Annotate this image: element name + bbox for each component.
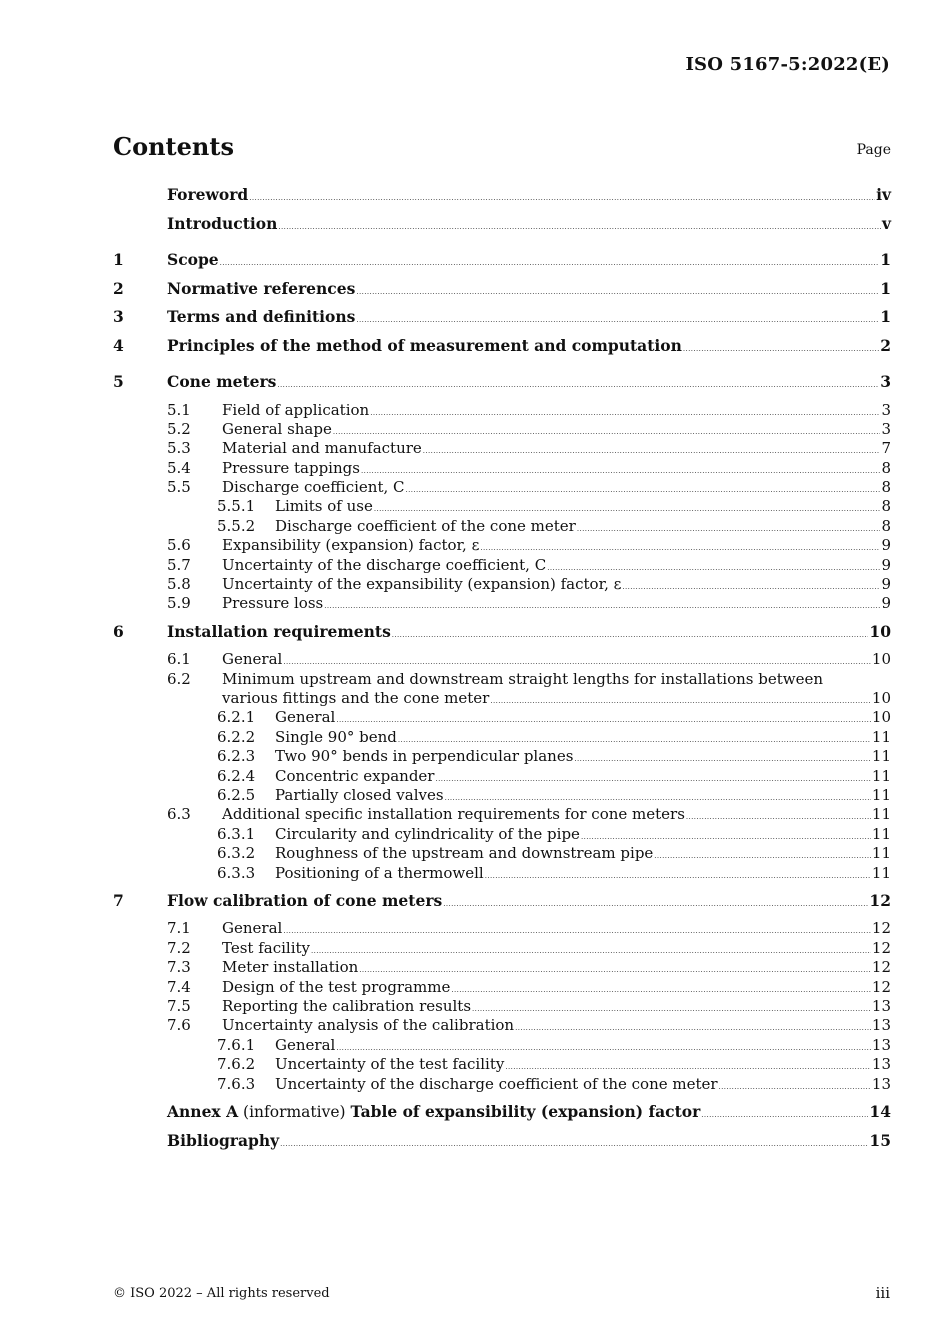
toc-entry-page: v <box>881 213 891 233</box>
toc-entry-number: 7.6.3 <box>217 1074 256 1093</box>
toc-entry-page: iv <box>876 185 891 204</box>
toc-entry-title: Expansibility (expansion) factor, ε <box>222 536 480 555</box>
toc-entry-title: General shape <box>222 419 332 438</box>
leader-dots <box>280 1140 868 1148</box>
toc-entry-page: 8 <box>881 458 891 477</box>
toc-entry-number: 6.1 <box>167 650 191 669</box>
toc-entry[interactable] <box>113 250 891 279</box>
toc-entry-title: Foreword <box>167 185 249 204</box>
leader-dots <box>359 966 871 974</box>
toc-entry-number: 5.8 <box>167 575 191 594</box>
leader-dots <box>361 467 881 475</box>
toc-entry-title: Limits of use <box>275 497 373 516</box>
toc-entry-title: Discharge coefficient, C <box>222 478 405 497</box>
toc-entry[interactable] <box>113 825 891 844</box>
toc-entry[interactable] <box>113 439 891 458</box>
toc-entry-number: 5 <box>113 372 124 391</box>
toc-entry-page: 12 <box>869 890 891 910</box>
toc-entry-page: 8 <box>881 478 891 497</box>
toc-entry-title: General <box>222 650 283 669</box>
toc-entry-page: 10 <box>871 689 891 708</box>
toc-entry-page: 11 <box>871 786 891 805</box>
toc-entry-title: Minimum upstream and downstream straight lengths for installations between <box>222 669 823 688</box>
toc-entry-title: Uncertainty of the discharge coefficient, C <box>222 555 547 574</box>
leader-dots <box>505 1063 871 1071</box>
toc-entry-number: 6.3 <box>167 805 191 824</box>
toc-entry-number: 5.2 <box>167 419 191 438</box>
toc-entry-page: 15 <box>869 1130 891 1150</box>
toc-entry-page: 2 <box>880 335 891 355</box>
toc-entry-page: 13 <box>871 1016 891 1035</box>
toc-entry-number: 6.2.4 <box>217 766 256 785</box>
toc-entry-page: 9 <box>881 575 891 594</box>
toc-entry[interactable] <box>113 556 891 575</box>
leader-dots <box>324 602 880 610</box>
toc-entry[interactable] <box>113 1131 891 1160</box>
toc-entry-title: Design of the test programme <box>222 977 451 996</box>
leader-dots <box>435 775 870 783</box>
toc-entry-page: 7 <box>881 439 891 458</box>
page-column-label: Page <box>856 142 891 158</box>
toc-entry-number: 6.2 <box>167 669 191 688</box>
toc-entry-continuation <box>113 689 891 708</box>
toc-entry-number: 6.3.2 <box>217 844 256 863</box>
toc-entry-number: 5.6 <box>167 536 191 555</box>
leader-dots <box>336 1044 871 1052</box>
toc-entry-page: 11 <box>871 766 891 785</box>
toc-entry-number: 5.7 <box>167 555 191 574</box>
toc-entry[interactable] <box>113 622 891 651</box>
toc-entry[interactable] <box>113 997 891 1016</box>
toc-entry[interactable] <box>113 497 891 516</box>
toc-entry-title: Terms and definitions <box>167 307 356 326</box>
toc-entry-title: Circularity and cylindricality of the pipe <box>275 824 580 843</box>
leader-dots <box>392 631 869 639</box>
toc-entry-number: 5.5.1 <box>217 497 256 516</box>
toc-entry[interactable] <box>113 459 891 478</box>
toc-entry[interactable] <box>113 307 891 336</box>
toc-entry[interactable] <box>113 536 891 555</box>
leader-dots <box>472 1005 871 1013</box>
leader-dots <box>451 986 871 994</box>
footer-copyright: © ISO 2022 – All rights reserved <box>113 1286 330 1301</box>
toc-entry-title: Uncertainty of the discharge coefficient of the cone meter <box>275 1074 718 1093</box>
toc-entry[interactable] <box>113 650 891 669</box>
toc-entry-page: 12 <box>871 958 891 977</box>
toc-entry-title: Uncertainty of the test facility <box>275 1055 505 1074</box>
leader-dots <box>577 525 881 533</box>
toc-entry[interactable] <box>113 214 891 243</box>
document-id: ISO 5167-5:2022(E) <box>685 54 890 75</box>
toc-entry-number: 5.4 <box>167 458 191 477</box>
toc-entry-page: 1 <box>880 250 891 269</box>
leader-dots <box>654 852 871 860</box>
leader-dots <box>398 736 871 744</box>
toc-entry[interactable] <box>113 185 891 214</box>
toc-entry-page: 10 <box>871 708 891 727</box>
toc-entry-title: Material and manufacture <box>222 439 422 458</box>
toc-entry[interactable] <box>113 517 891 536</box>
leader-dots <box>443 900 868 908</box>
leader-dots <box>480 544 880 552</box>
toc-entry-title: Scope <box>167 250 219 269</box>
leader-dots <box>490 697 871 705</box>
toc-entry-number: 5.5.2 <box>217 516 256 535</box>
toc-entry-title: Field of application <box>222 400 370 419</box>
leader-dots <box>370 409 880 417</box>
toc-entry-page: 13 <box>871 1074 891 1093</box>
toc-entry-title: Uncertainty analysis of the calibration <box>222 1016 515 1035</box>
toc-entry-number: 7.5 <box>167 997 191 1016</box>
toc-entry-title: Additional specific installation requirements for cone meters <box>222 805 685 824</box>
toc-entry-page: 12 <box>871 919 891 938</box>
toc-entry-title: General <box>275 708 336 727</box>
toc-entry-number: 6.2.2 <box>217 727 256 746</box>
toc-entry-number: 1 <box>113 250 124 269</box>
toc-entry-number: 7 <box>113 890 124 910</box>
toc-entry-page: 3 <box>881 400 891 419</box>
toc-entry-title: Principles of the method of measurement and computation <box>167 335 682 355</box>
leader-dots <box>485 872 871 880</box>
toc-entry[interactable] <box>113 279 891 308</box>
toc-entry-title: Introduction <box>167 213 278 233</box>
toc-entry-number: 7.6.1 <box>217 1035 256 1054</box>
leader-dots <box>356 316 879 324</box>
toc-entry-title: General <box>275 1035 336 1054</box>
leader-dots <box>356 288 879 296</box>
toc-entry-page: 13 <box>871 997 891 1016</box>
toc-entry[interactable] <box>113 1036 891 1055</box>
toc-entry-page: 9 <box>881 594 891 613</box>
toc-entry-title: Single 90° bend <box>275 727 397 746</box>
toc-entry-page: 11 <box>871 824 891 843</box>
toc-entry-number: 5.3 <box>167 439 191 458</box>
leader-dots <box>311 947 871 955</box>
leader-dots <box>333 428 881 436</box>
toc-entry-number: 3 <box>113 307 124 326</box>
toc-entry[interactable] <box>113 372 891 401</box>
toc-entry-title: Cone meters <box>167 372 277 391</box>
toc-entry[interactable] <box>113 1016 891 1035</box>
leader-dots <box>423 447 881 455</box>
toc-entry-page: 11 <box>871 844 891 863</box>
toc-entry-page: 12 <box>871 977 891 996</box>
toc-entry-number: 6.2.5 <box>217 786 256 805</box>
toc-entry-title: Installation requirements <box>167 621 391 641</box>
leader-dots <box>445 794 871 802</box>
toc-entry-number: 7.4 <box>167 977 191 996</box>
toc-entry-number: 5.1 <box>167 400 191 419</box>
toc-entry-number: 7.1 <box>167 919 191 938</box>
toc-entry-number: 4 <box>113 335 124 355</box>
leader-dots <box>283 658 871 666</box>
leader-dots <box>581 833 871 841</box>
toc-entry[interactable] <box>113 844 891 863</box>
toc-entry-number: 2 <box>113 278 124 298</box>
toc-entry-title: Flow calibration of cone meters <box>167 890 443 910</box>
leader-dots <box>278 223 881 231</box>
leader-dots <box>547 564 880 572</box>
toc-entry-page: 12 <box>871 938 891 957</box>
toc-entry-page: 14 <box>869 1102 891 1121</box>
page-title: Contents <box>113 132 234 161</box>
toc-entry[interactable] <box>113 978 891 997</box>
toc-entry[interactable] <box>113 1102 891 1131</box>
toc-entry[interactable] <box>113 747 891 766</box>
toc-entry-page: 1 <box>880 278 891 298</box>
leader-dots <box>719 1083 871 1091</box>
toc-entry-page: 11 <box>871 727 891 746</box>
leader-dots <box>220 259 880 267</box>
toc-entry-number: 7.2 <box>167 938 191 957</box>
toc-entry-title: Meter installation <box>222 958 359 977</box>
leader-dots <box>574 755 871 763</box>
toc-entry[interactable] <box>113 478 891 497</box>
toc-entry[interactable] <box>113 670 891 689</box>
leader-dots <box>374 505 881 513</box>
toc-entry-note: (informative) <box>238 1103 351 1121</box>
toc-entry-title: Pressure tappings <box>222 458 360 477</box>
toc-entry-number: 6.2.1 <box>217 708 256 727</box>
toc-entry[interactable] <box>113 891 891 920</box>
leader-dots <box>283 927 871 935</box>
toc-entry-page: 3 <box>881 419 891 438</box>
toc-entry-title: Positioning of a thermowell <box>275 863 484 882</box>
toc-entry-title-part: Annex A <box>167 1102 239 1121</box>
toc-entry-number: 7.6 <box>167 1016 191 1035</box>
toc-entry-page: 13 <box>871 1035 891 1054</box>
leader-dots <box>405 486 880 494</box>
table-of-contents <box>113 185 891 1159</box>
toc-entry[interactable] <box>113 336 891 365</box>
toc-entry-title-continued: various fittings and the cone meter <box>222 689 490 708</box>
footer-page-number: iii <box>875 1284 890 1302</box>
toc-entry-number: 5.5 <box>167 478 191 497</box>
toc-entry-page: 3 <box>880 372 891 391</box>
toc-entry-title: Normative references <box>167 278 356 298</box>
toc-entry-page: 11 <box>871 747 891 766</box>
toc-entry[interactable] <box>113 420 891 439</box>
toc-entry-page: 9 <box>881 555 891 574</box>
toc-entry-page: 1 <box>880 307 891 326</box>
toc-entry-title: Reporting the calibration results <box>222 997 472 1016</box>
leader-dots <box>249 194 875 202</box>
toc-entry[interactable] <box>113 401 891 420</box>
toc-entry-number: 7.3 <box>167 958 191 977</box>
toc-entry-title: Partially closed valves <box>275 786 444 805</box>
leader-dots <box>701 1111 868 1119</box>
leader-dots <box>515 1024 871 1032</box>
toc-entry-page: 9 <box>881 536 891 555</box>
toc-entry-title: General <box>222 919 283 938</box>
toc-entry-page: 13 <box>871 1055 891 1074</box>
toc-entry[interactable] <box>113 958 891 977</box>
toc-entry-page: 11 <box>871 805 891 824</box>
toc-entry-number: 5.9 <box>167 594 191 613</box>
leader-dots <box>683 345 879 353</box>
toc-entry-title: Bibliography <box>167 1130 280 1150</box>
toc-entry[interactable] <box>113 728 891 747</box>
toc-entry-number: 6 <box>113 621 124 641</box>
toc-entry-title: Two 90° bends in perpendicular planes <box>275 747 574 766</box>
leader-dots <box>277 381 879 389</box>
toc-entry[interactable] <box>113 1075 891 1094</box>
toc-entry-title: Test facility <box>222 938 311 957</box>
toc-entry[interactable] <box>113 805 891 824</box>
toc-entry-title: Roughness of the upstream and downstream pipe <box>275 844 654 863</box>
toc-entry-page: 8 <box>881 497 891 516</box>
toc-entry-title: Discharge coefficient of the cone meter <box>275 516 576 535</box>
toc-entry-title: Pressure loss <box>222 594 324 613</box>
toc-entry[interactable] <box>113 708 891 727</box>
toc-entry-page: 11 <box>871 863 891 882</box>
toc-entry-title: Uncertainty of the expansibility (expansion) factor, ε <box>222 575 622 594</box>
toc-entry-number: 7.6.2 <box>217 1055 256 1074</box>
toc-entry[interactable] <box>113 786 891 805</box>
toc-entry-page: 8 <box>881 516 891 535</box>
toc-entry-title-part: Table of expansibility (expansion) factor <box>350 1102 701 1121</box>
toc-entry-page: 10 <box>869 621 891 641</box>
toc-entry-number: 6.2.3 <box>217 747 256 766</box>
toc-entry-number: 6.3.3 <box>217 863 256 882</box>
toc-entry[interactable] <box>113 864 891 883</box>
leader-dots <box>686 813 871 821</box>
toc-entry[interactable] <box>113 1055 891 1074</box>
leader-dots <box>622 583 880 591</box>
leader-dots <box>336 716 871 724</box>
toc-entry-title <box>167 1102 700 1121</box>
toc-entry[interactable] <box>113 767 891 786</box>
toc-entry-title: Concentric expander <box>275 766 435 785</box>
toc-entry[interactable] <box>113 939 891 958</box>
toc-entry-number: 6.3.1 <box>217 824 256 843</box>
toc-entry-page: 10 <box>871 650 891 669</box>
toc-entry[interactable] <box>113 575 891 594</box>
toc-entry[interactable] <box>113 594 891 613</box>
toc-entry[interactable] <box>113 919 891 938</box>
